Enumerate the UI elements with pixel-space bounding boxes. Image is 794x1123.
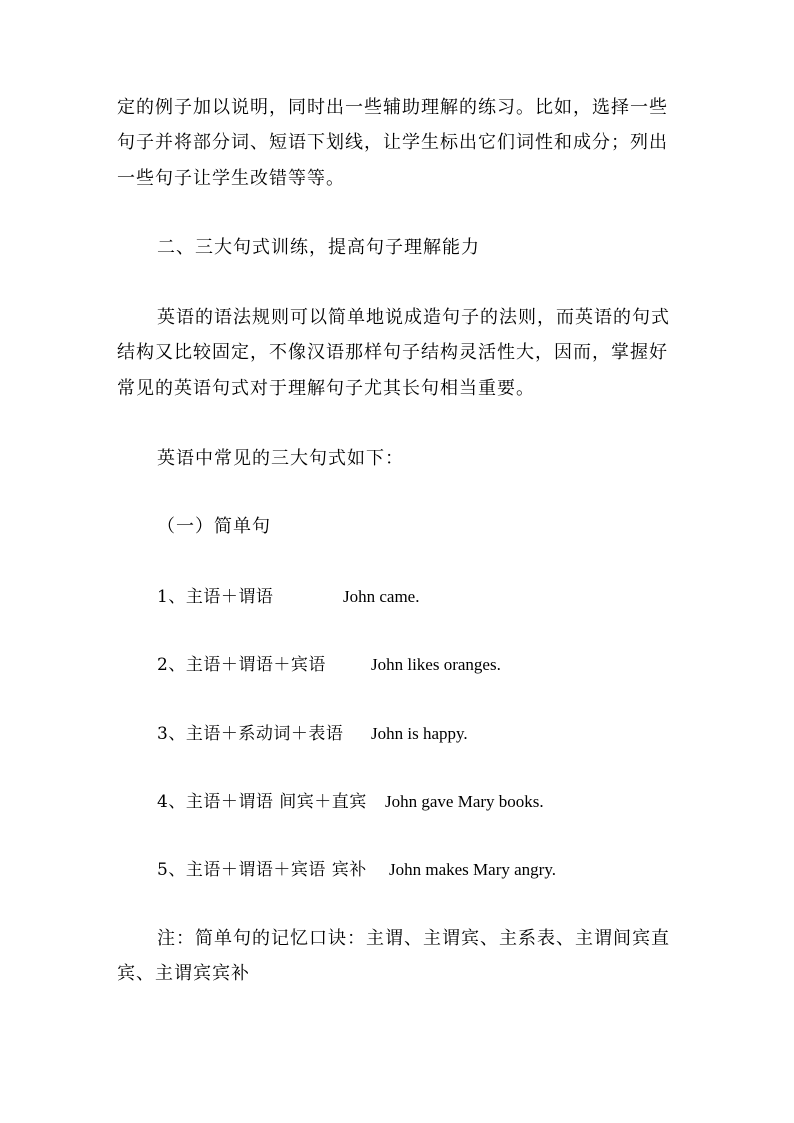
paragraph-line: 句子并将部分词、短语下划线，让学生标出它们词性和成分；列出 bbox=[117, 132, 668, 153]
note-line: 宾、主谓宾宾补 bbox=[117, 963, 250, 984]
paragraph-line: 一些句子让学生改错等等。 bbox=[117, 168, 345, 189]
pattern-example: John makes Mary angry. bbox=[389, 860, 556, 879]
pattern-example: John gave Mary books. bbox=[385, 792, 544, 811]
pattern-example: John came. bbox=[343, 587, 420, 606]
paragraph-line: 英语的语法规则可以简单地说成造句子的法则，而英语的句式 bbox=[157, 307, 670, 328]
subheading: （一）简单句 bbox=[157, 516, 271, 537]
paragraph-line: 英语中常见的三大句式如下： bbox=[157, 448, 404, 469]
pattern-row-5 bbox=[157, 858, 556, 882]
section-heading: 二、三大句式训练，提高句子理解能力 bbox=[157, 237, 480, 258]
pattern-row-4 bbox=[157, 790, 544, 814]
pattern-example: John likes oranges. bbox=[371, 655, 501, 674]
pattern-label: 5、主语＋谓语＋宾语 宾补 bbox=[157, 860, 367, 880]
paragraph-line: 结构又比较固定，不像汉语那样句子结构灵活性大，因而，掌握好 bbox=[117, 342, 668, 363]
pattern-example: John is happy. bbox=[371, 724, 468, 743]
pattern-row-2 bbox=[157, 653, 501, 677]
pattern-row-3 bbox=[157, 722, 468, 746]
pattern-label: 4、主语＋谓语 间宾＋直宾 bbox=[157, 792, 367, 812]
pattern-label: 2、主语＋谓语＋宾语 bbox=[157, 655, 326, 675]
paragraph-line: 常见的英语句式对于理解句子尤其长句相当重要。 bbox=[117, 378, 535, 399]
note-line: 注：简单句的记忆口诀：主谓、主谓宾、主系表、主谓间宾直 bbox=[157, 928, 670, 949]
pattern-label: 3、主语＋系动词＋表语 bbox=[157, 724, 344, 744]
pattern-row-1 bbox=[157, 585, 420, 609]
paragraph-line: 定的例子加以说明，同时出一些辅助理解的练习。比如，选择一些 bbox=[117, 97, 668, 118]
pattern-label: 1、主语＋谓语 bbox=[157, 587, 274, 607]
